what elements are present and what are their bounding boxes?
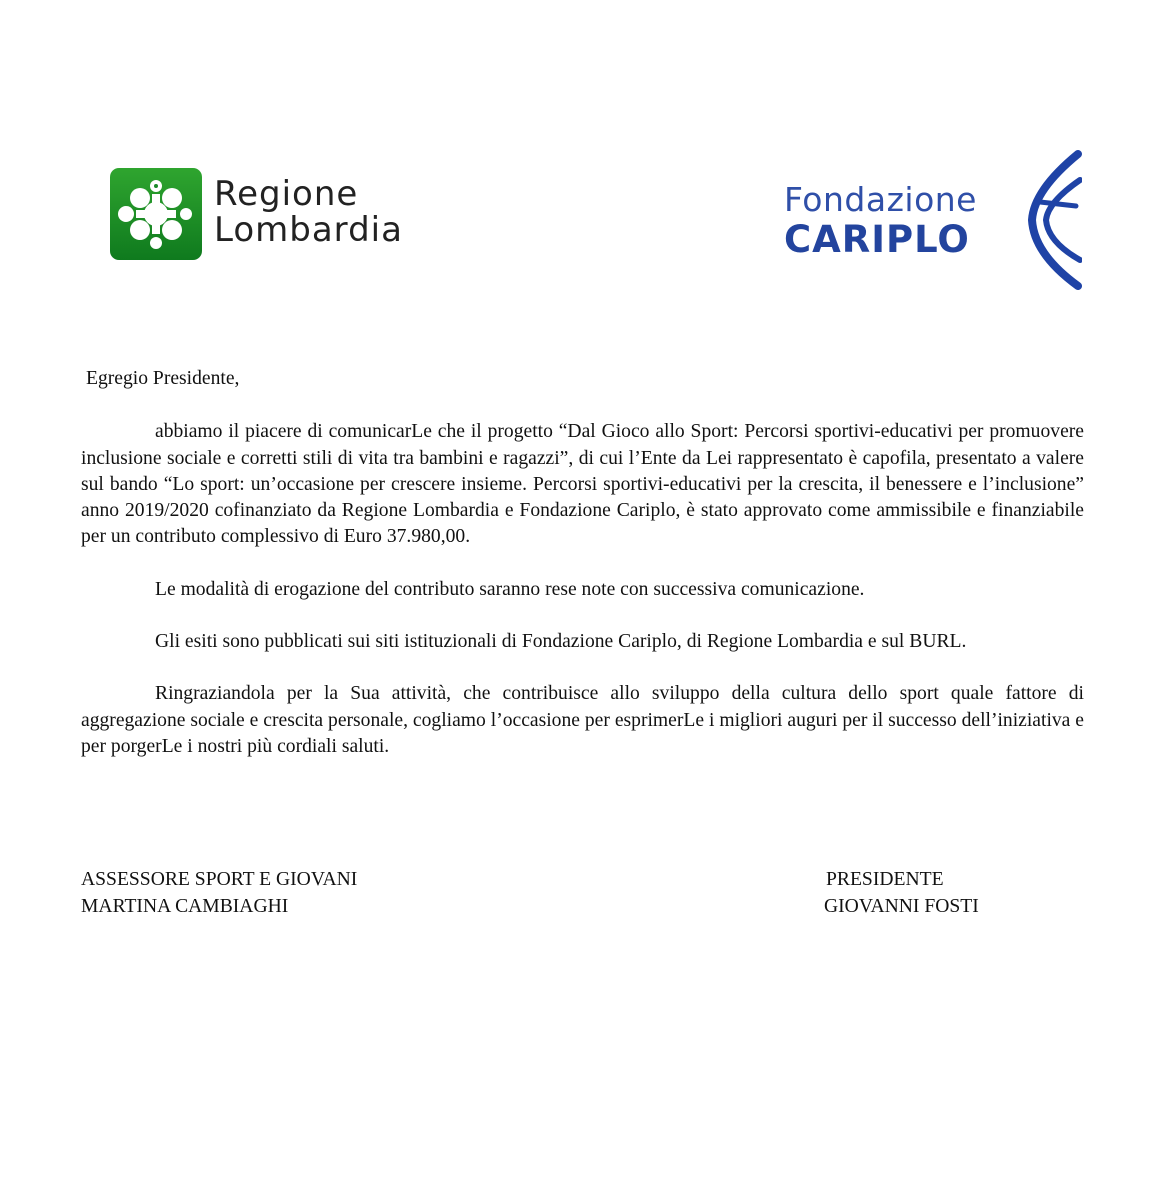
signature-block-presidente: [826, 866, 979, 920]
paragraph-closing: Ringraziandola per la Sua attività, che contribuisce allo sviluppo della cultura dello sport quale fattore di aggregazione sociale e crescita personale, cogliamo l’occasione per esprimerLe i migliori auguri per il successo dell’iniziativa e per porgerLe i nostri più cordiali saluti.: [81, 683, 1084, 757]
signature-name: GIOVANNI FOSTI: [824, 896, 979, 917]
salutation: Egregio Presidente,: [86, 368, 240, 389]
regione-logo-line1: Regione: [214, 174, 359, 214]
paragraph-publication: Gli esiti sono pubblicati sui siti istituzionali di Fondazione Cariplo, di Regione Lombardia e sul BURL.: [155, 631, 967, 653]
paragraph-payment-terms: Le modalità di erogazione del contributo saranno rese note con successiva comunicazione.: [155, 578, 865, 600]
signature-role: PRESIDENTE: [826, 869, 944, 890]
signature-role: ASSESSORE SPORT E GIOVANI: [81, 869, 358, 890]
fondazione-cariplo-mark-icon: [1026, 150, 1082, 290]
fondazione-logo-line2: CARIPLO: [784, 218, 970, 261]
regione-lombardia-wordmark: [214, 176, 403, 248]
signature-block-assessore: [81, 866, 357, 920]
regione-lombardia-rosa-camuna-icon: [110, 168, 202, 260]
fondazione-logo-line1: Fondazione: [784, 180, 977, 219]
letter-body: [81, 366, 1084, 786]
paragraph-project-approval: abbiamo il piacere di comunicarLe che il progetto “Dal Gioco allo Sport: Percorsi sportivi-educativi per promuovere inclusione sociale e corretti stili di vita tra bambini e ragazzi”, di cui l’Ente da Lei rappresentato è capofila, presentato a valere sul bando “Lo sport: un’occasione per crescere insieme. Percorsi sportivi-educativi per la crescita, il benessere e l’inclusione” anno 2019/2020 cofinanziato da Regione Lombardia e Fondazione Cariplo, è stato approvato come ammissibile e finanziabile per un contributo complessivo di Euro 37.980,00.: [81, 421, 1084, 548]
regione-lombardia-logo: [110, 168, 430, 262]
fondazione-cariplo-logo: [782, 150, 1082, 290]
regione-logo-line2: Lombardia: [214, 210, 403, 250]
signature-name: MARTINA CAMBIAGHI: [81, 896, 289, 917]
